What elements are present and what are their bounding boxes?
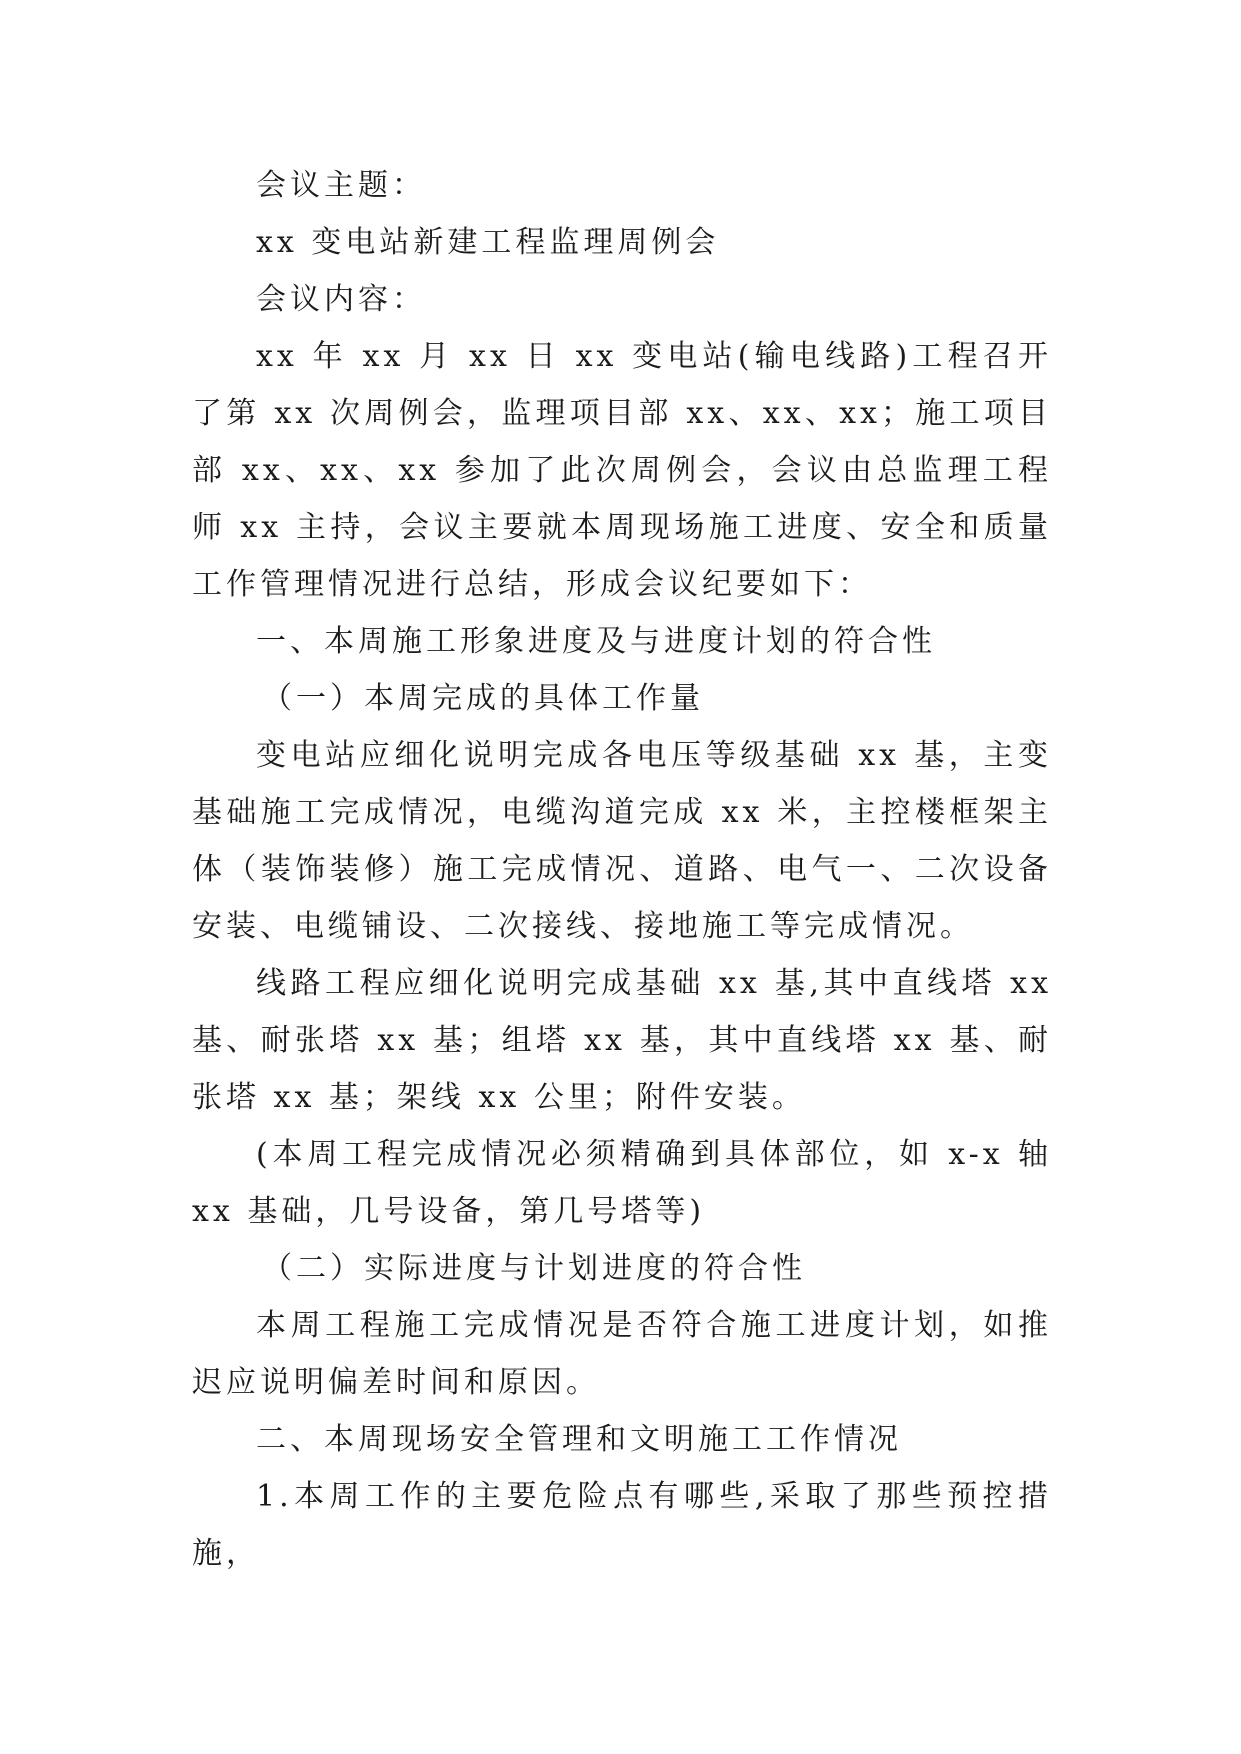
subsection-heading-1-2: （二）实际进度与计划进度的符合性 xyxy=(262,1251,806,1286)
safety-item-1: 1.本周工作的主要危险点有哪些,采取了那些预控措施， xyxy=(192,1479,1052,1571)
document-body xyxy=(192,157,1052,1582)
precision-note-paragraph: (本周工程完成情况必须精确到具体部位，如 x-x 轴 xx 基础，几号设备，第几号塔等) xyxy=(192,1137,1052,1229)
line-project-paragraph: 线路工程应细化说明完成基础 xx 基,其中直线塔 xx 基、耐张塔 xx 基；组塔 xx 基，其中直线塔 xx 基、耐张塔 xx 基；架线 xx 公里；附件安装。 xyxy=(192,966,1052,1115)
meeting-topic-label: 会议主题： xyxy=(256,168,426,203)
intro-paragraph: xx 年 xx 月 xx 日 xx 变电站(输电线路)工程召开了第 xx 次周例会，监理项目部 xx、xx、xx；施工项目部 xx、xx、xx 参加了此次周例会，会议由总监理工程师 xx 主持，会议主要就本周现场施工进度、安全和质量工作管理情况进行总结，形成会议纪要如下： xyxy=(192,339,1052,602)
section-heading-1: 一、本周施工形象进度及与进度计划的符合性 xyxy=(256,624,936,659)
substation-paragraph: 变电站应细化说明完成各电压等级基础 xx 基，主变基础施工完成情况，电缆沟道完成 xx 米，主控楼框架主体（装饰装修）施工完成情况、道路、电气一、二次设备安装、电缆铺设、二次接线、接地施工等完成情况。 xyxy=(192,738,1052,944)
meeting-content-label: 会议内容： xyxy=(256,282,426,317)
schedule-conformance-paragraph: 本周工程施工完成情况是否符合施工进度计划，如推迟应说明偏差时间和原因。 xyxy=(192,1308,1052,1400)
subsection-heading-1-1: （一）本周完成的具体工作量 xyxy=(262,681,704,716)
section-heading-2: 二、本周现场安全管理和文明施工工作情况 xyxy=(256,1422,902,1457)
meeting-topic-value: xx 变电站新建工程监理周例会 xyxy=(256,225,720,260)
